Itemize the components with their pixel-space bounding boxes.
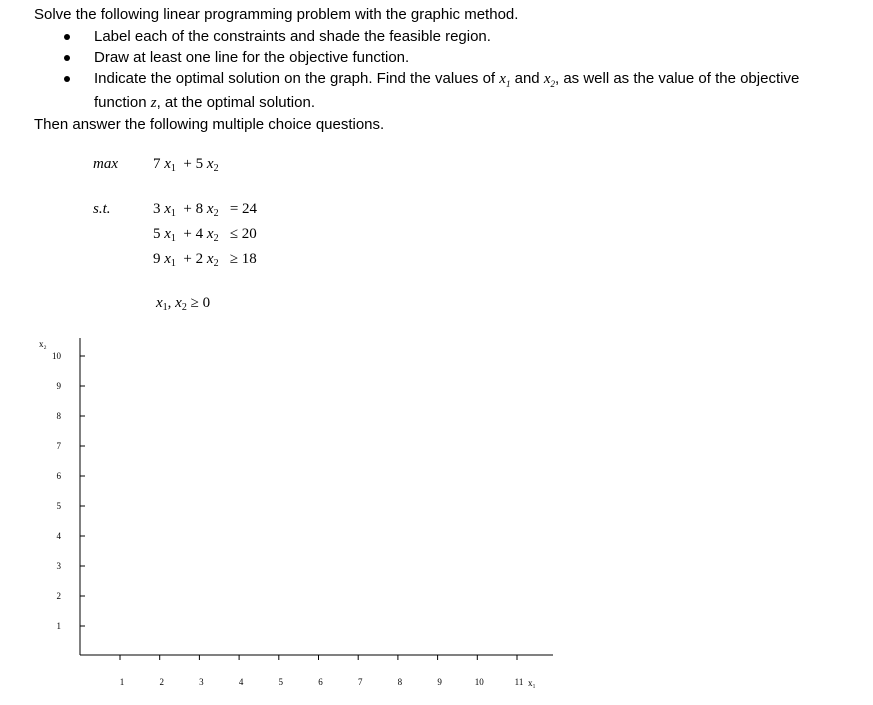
bullet-item-3-cont-tail: , at the optimal solution.	[156, 94, 315, 111]
y-tick-label: 2	[56, 591, 61, 601]
nonnegativity: $x_1$, $x_2 \ge 0$	[156, 295, 211, 313]
var-x2: $x_2$	[543, 71, 555, 89]
x-tick-label: 3	[199, 677, 204, 687]
x-tick-label: 9	[437, 677, 442, 687]
y-tick-label: 9	[56, 381, 61, 391]
bullet-item-3-text: Indicate the optimal solution on the graph. Find the values of	[94, 70, 496, 87]
y-tick-label: 4	[56, 531, 61, 541]
y-tick-label: 8	[56, 411, 61, 421]
var-z: z	[150, 95, 157, 111]
constraint-2: 5 $x_1 + 4$ $x_2$ ≤ 20	[153, 226, 257, 244]
x-tick-label: 2	[159, 677, 164, 687]
y-axis-label: x₂	[39, 339, 47, 349]
y-tick-label: 6	[56, 471, 61, 481]
function-text: function	[94, 94, 147, 111]
bullet-item-1: Label each of the constraints and shade the feasible region.	[94, 28, 491, 45]
intro-text: Solve the following linear programming problem with the graphic method.	[34, 6, 519, 23]
var-x1: $x_1$	[499, 71, 511, 89]
x-tick-label: 4	[238, 677, 244, 687]
outro-text: Then answer the following multiple choice questions.	[34, 116, 385, 133]
x-ticks	[120, 655, 524, 687]
constraint-3: 9 $x_1 + 2$ $x_2$ ≥ 18	[153, 251, 257, 269]
objective-keyword: max	[93, 156, 118, 172]
and-text: and	[514, 70, 540, 87]
x-tick-label: 5	[278, 677, 284, 687]
y-tick-label: 7	[56, 441, 61, 451]
st-keyword: s.t.	[93, 201, 111, 217]
constraint-1: 3 $x_1 + 8$ $x_2$ = 24	[153, 201, 258, 219]
y-tick-label: 5	[56, 501, 61, 511]
bullet-item-3-tail: , as well as the value of the objective	[554, 70, 800, 87]
objective-function: 7 $x_1 + 5$ $x_2$	[153, 156, 219, 174]
y-tick-label: 1	[56, 621, 61, 631]
bullet-item-2: Draw at least one line for the objective function.	[94, 49, 410, 66]
x-tick-label: 10	[474, 677, 484, 687]
x-tick-label: 8	[397, 677, 403, 687]
x-tick-label: 7	[357, 677, 363, 687]
x-tick-label: 11	[514, 677, 524, 687]
y-tick-label: 10	[52, 351, 61, 361]
x-tick-label: 1	[119, 677, 125, 687]
x-tick-label: 6	[318, 677, 323, 687]
y-tick-label: 3	[56, 561, 61, 571]
x-axis-label: x₁	[528, 678, 536, 688]
